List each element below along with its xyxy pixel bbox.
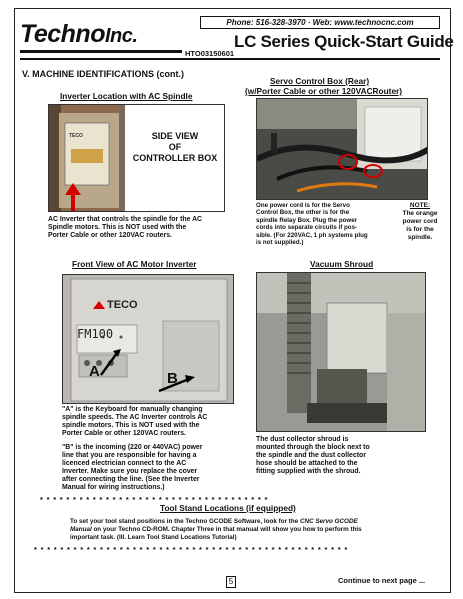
- overlay-line: OF: [168, 142, 182, 152]
- text-line: Porter Cable or other 120VAC routers.: [62, 430, 186, 438]
- text-line: "B" is the incoming (220 or 440VAC) power: [62, 444, 203, 451]
- text-line: cords into separate circuits if pos-: [256, 224, 358, 232]
- text-span: To set your tool stand positions in the Techno GCODE Software, look for the: [70, 518, 300, 525]
- servo-box-photo: [256, 98, 428, 200]
- servo-box-caption: Servo Control Box (Rear): [270, 76, 370, 86]
- tool-stand-title: Tool Stand Locations (if equipped): [160, 503, 296, 513]
- text-line: The orange: [402, 210, 438, 217]
- vacuum-shroud-caption: Vacuum Shroud: [310, 259, 374, 269]
- contact-bar: Phone: 516-328-3970 · Web: www.technocnc.com: [200, 16, 440, 29]
- text-span: on your Techno CD-ROM. Chapter Three in that manual will show you how to perform this: [91, 526, 362, 533]
- side-view-overlay: [125, 131, 225, 164]
- panel-model: FM100: [77, 327, 114, 341]
- note-label: NOTE:: [409, 202, 431, 209]
- vacuum-shroud-photo: [256, 272, 426, 432]
- label-a-description: [62, 406, 242, 438]
- servo-note: [390, 202, 450, 242]
- vacuum-shroud-description: [256, 436, 426, 476]
- text-line: is for the: [406, 226, 434, 233]
- text-line: spindle Relay Box. Plug the power: [256, 216, 358, 224]
- star-divider-bottom: * * * * * * * * * * * * * * * * * * * * * * * * * * * * * * * * * * * * * * * * * * * * * * * *: [34, 545, 349, 554]
- text-line: licenced electrician connect to the AC: [62, 460, 187, 468]
- text-line: power cord: [402, 218, 438, 225]
- page-number: 5: [226, 576, 236, 588]
- manual-title: Manual: [70, 526, 92, 533]
- text-line: Inverter. Make sure you replace the cover: [62, 468, 198, 476]
- text-line: Spindle motors. This is NOT used with the: [48, 224, 187, 232]
- text-line: spindle speeds. The AC Inverter controls AC: [62, 414, 208, 422]
- label-a: A: [89, 363, 100, 380]
- label-b: B: [167, 370, 178, 387]
- text-line: Porter Cable or other 120VAC routers.: [48, 232, 172, 240]
- page-title: LC Series Quick-Start Guide: [234, 32, 454, 51]
- servo-box-description: [256, 202, 391, 246]
- inverter-location-caption: Inverter Location with AC Spindle: [60, 91, 193, 101]
- tool-stand-text: [70, 518, 430, 542]
- label-b-description: [62, 444, 242, 493]
- text-line: mounted through the block next to: [256, 444, 370, 452]
- overlay-line: CONTROLLER BOX: [132, 153, 218, 163]
- text-line: important task. (III. Learn Tool Stand Locations Tutorial): [70, 534, 237, 541]
- text-line: Manual for wiring instructions.): [62, 484, 165, 492]
- text-line: sible. (For 220VAC, 1 ph systems plug: [256, 231, 368, 239]
- overlay-line: SIDE VIEW: [151, 131, 199, 141]
- logo-underline: [20, 50, 182, 53]
- text-line: One power cord is for the Servo: [256, 202, 350, 209]
- text-line: [70, 518, 430, 526]
- servo-box-subcaption: (w/Porter Cable or other 120VACRouter): [245, 86, 403, 96]
- text-line: hose should be attached to the: [256, 460, 358, 468]
- text-line: [70, 526, 430, 534]
- text-line: the spindle and the dust collector: [256, 452, 366, 460]
- manual-title: CNC Servo GCODE: [299, 518, 358, 525]
- inverter-brand-label: TECO: [69, 133, 83, 139]
- text-line: line that you are responsible for having a: [62, 452, 197, 460]
- text-line: Control Box, the other is for the: [256, 209, 350, 217]
- text-line: AC Inverter that controls the spindle for the AC: [48, 216, 203, 223]
- techno-logo: TechnoInc.: [20, 20, 138, 48]
- text-line: is not supplied.): [256, 239, 304, 247]
- inverter-location-description: [48, 216, 238, 240]
- text-line: after connecting the line. (See the Inverter: [62, 476, 200, 484]
- text-line: spindle.: [407, 234, 433, 241]
- text-line: spindle motors. This is NOT used with the: [62, 422, 200, 430]
- panel-brand: TECO: [107, 299, 138, 311]
- header-divider: [20, 58, 440, 60]
- text-line: The dust collector shroud is: [256, 436, 349, 443]
- star-divider-top: * * * * * * * * * * * * * * * * * * * * * * * * * * * * * * * * * * *: [40, 495, 269, 504]
- text-line: fitting supplied with the shroud.: [256, 468, 361, 476]
- document-code: HTO03150601: [185, 49, 235, 58]
- front-view-caption: Front View of AC Motor Inverter: [72, 259, 197, 269]
- text-line: "A" is the Keyboard for manually changing: [62, 406, 203, 413]
- controller-box-photo: [48, 104, 225, 212]
- inverter-front-photo: [62, 274, 234, 404]
- section-title: V. MACHINE IDENTIFICATIONS (cont.): [22, 69, 184, 79]
- continue-note: Continue to next page ...: [338, 576, 426, 585]
